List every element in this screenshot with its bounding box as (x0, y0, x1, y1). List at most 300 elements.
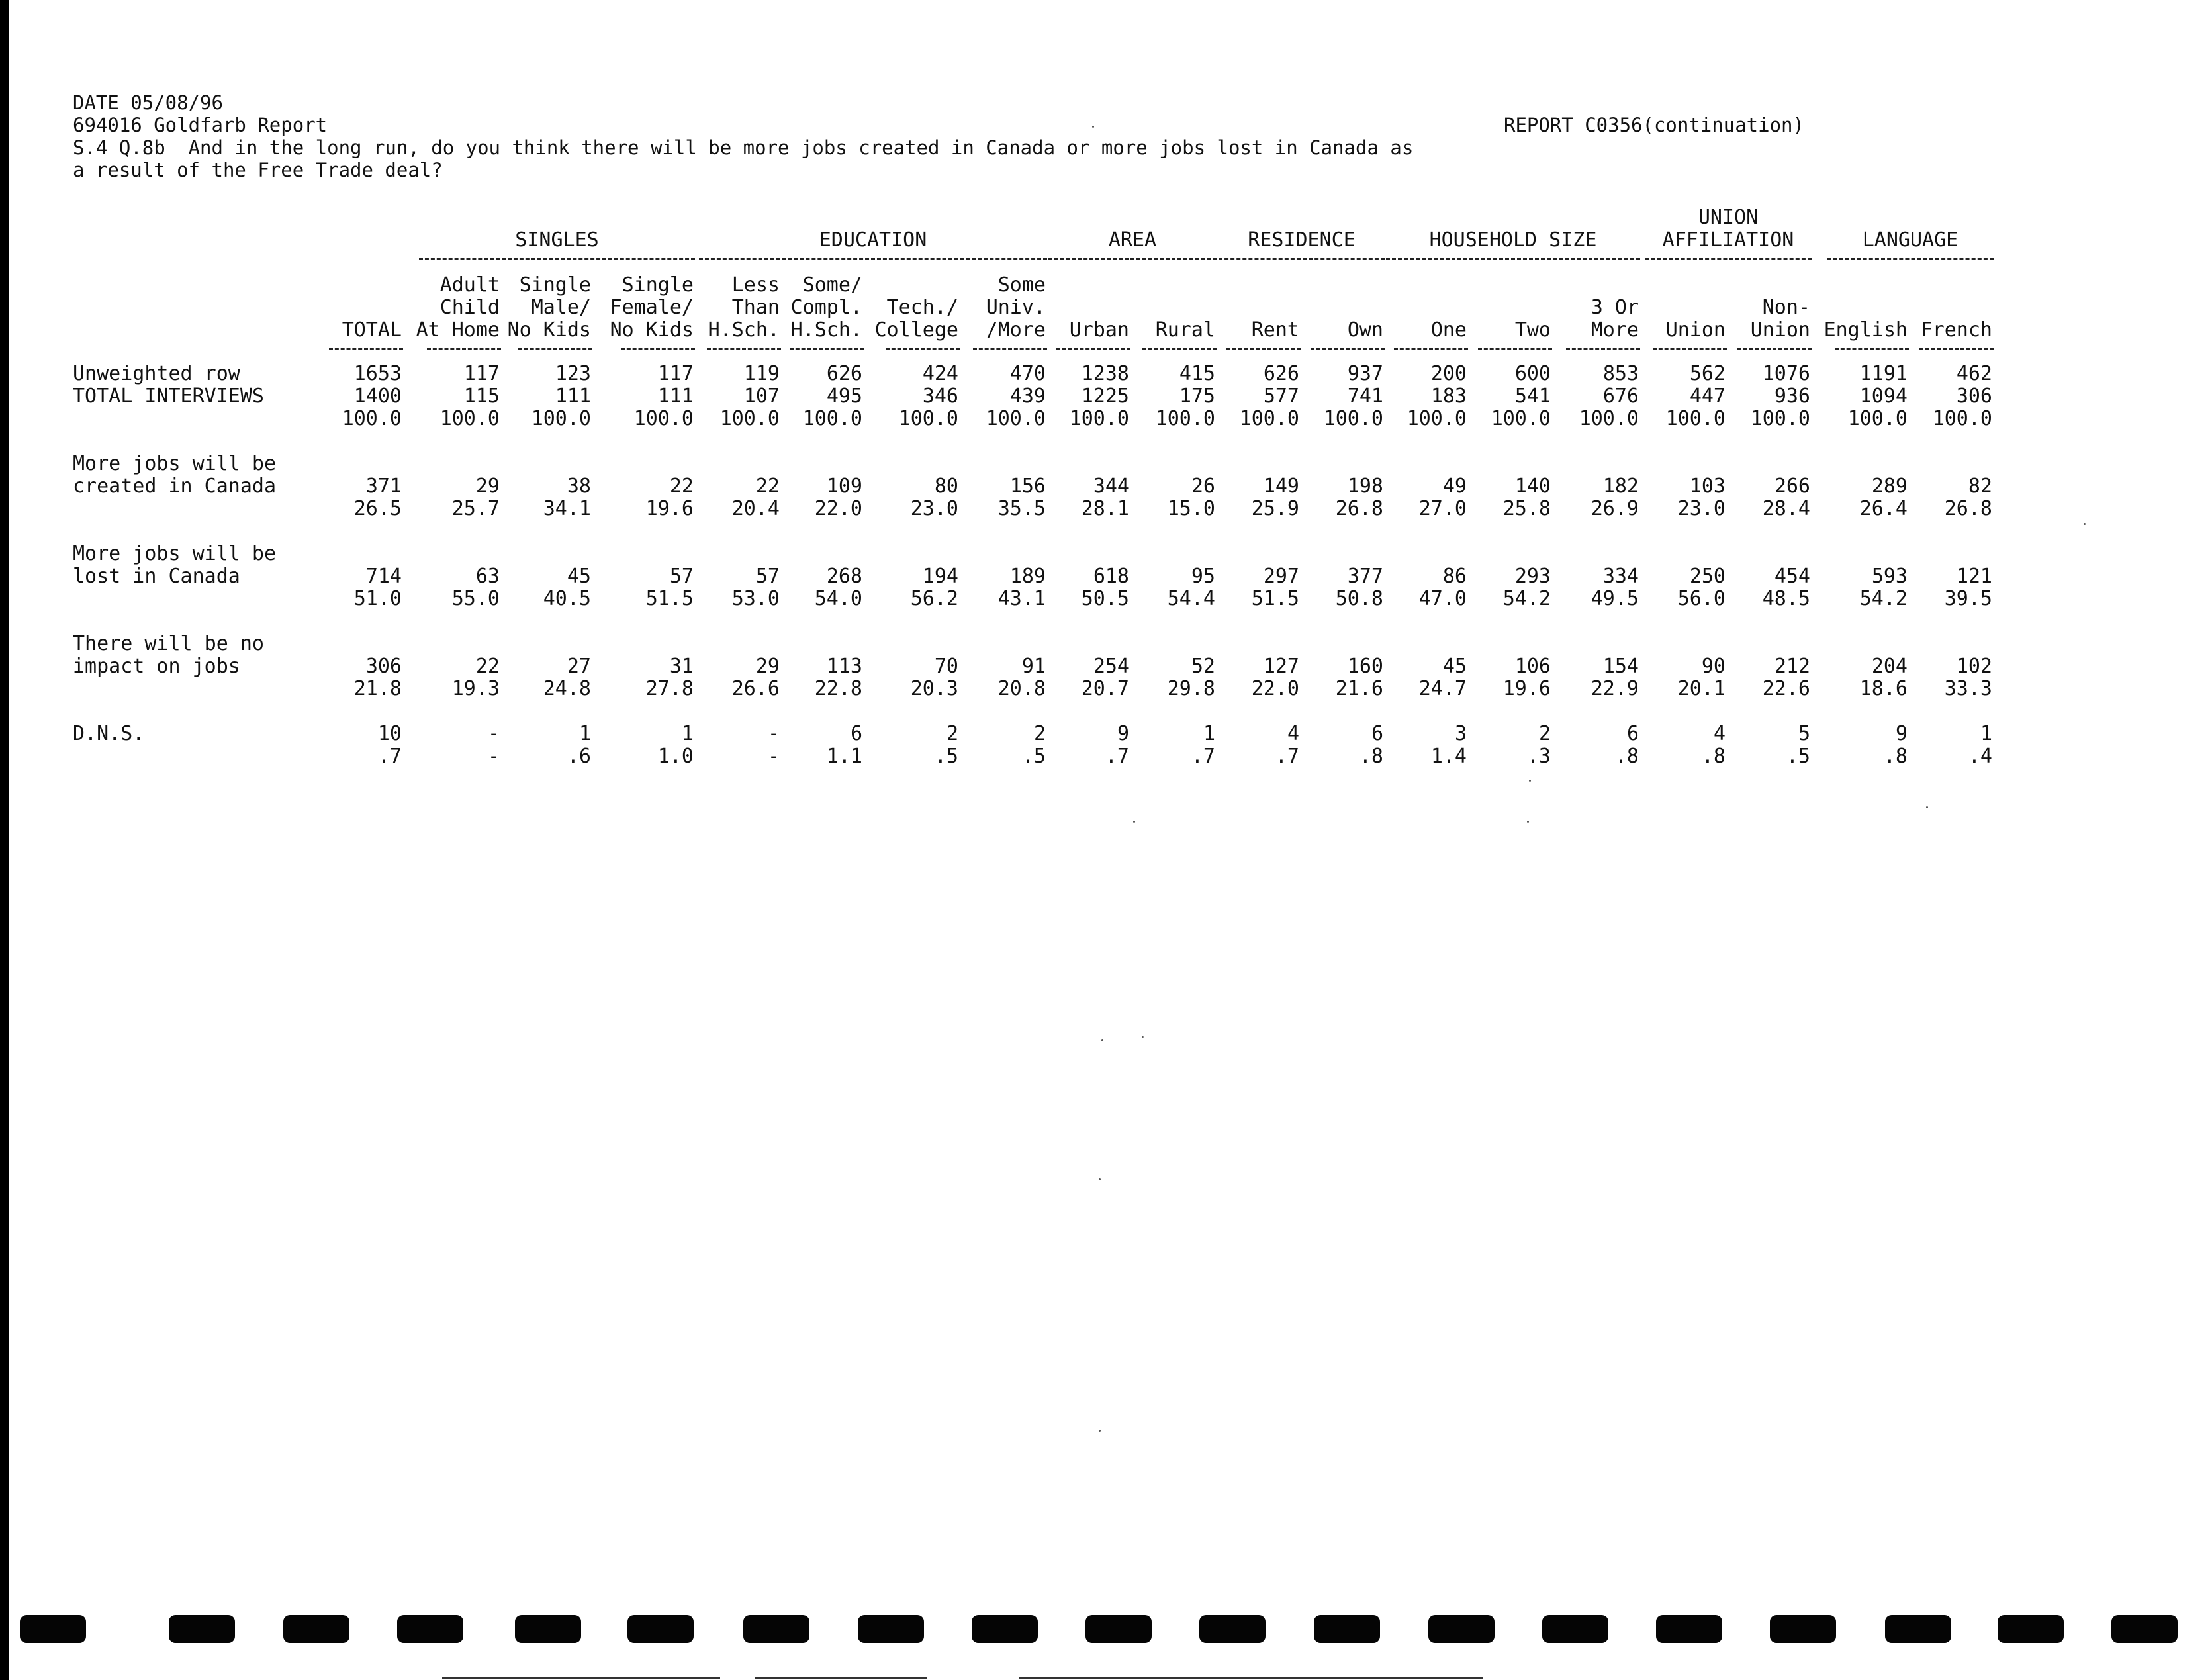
column-header: Child (439, 296, 500, 319)
table-cell: - (767, 722, 780, 745)
table-cell: 194 (922, 565, 958, 588)
table-cell: 462 (1956, 362, 1992, 385)
table-cell: .7 (1105, 745, 1129, 768)
table-cell: 45 (567, 565, 591, 588)
scan-speck (2084, 523, 2086, 525)
table-cell: 95 (1191, 565, 1215, 588)
table-cell: 100.0 (1239, 407, 1299, 430)
table-cell: 20.7 (1081, 677, 1129, 700)
table-cell: 306 (365, 655, 402, 678)
column-header: Tech./ (886, 296, 958, 319)
table-cell: 626 (826, 362, 862, 385)
table-cell: 371 (365, 475, 402, 498)
column-header-rule (1056, 348, 1130, 350)
column-header-rule (1478, 348, 1552, 350)
row-label: More jobs will be (73, 542, 277, 565)
table-cell: 54.2 (1859, 587, 1908, 610)
table-cell: 306 (1956, 385, 1992, 408)
table-cell: 29 (475, 475, 500, 498)
table-cell: 541 (1514, 385, 1551, 408)
table-cell: 22.9 (1590, 677, 1639, 700)
table-cell: 19.3 (451, 677, 500, 700)
table-cell: 100.0 (802, 407, 862, 430)
table-cell: .8 (1614, 745, 1639, 768)
row-label: lost in Canada (73, 565, 240, 588)
table-cell: .3 (1526, 745, 1551, 768)
column-header-rule (1394, 348, 1468, 350)
table-cell: 54.0 (814, 587, 862, 610)
scan-edge-line (755, 1677, 927, 1679)
column-header: No Kids (610, 318, 694, 342)
column-header-rule (518, 348, 592, 350)
table-cell: .5 (1021, 745, 1046, 768)
table-cell: 200 (1430, 362, 1467, 385)
column-header-rule (1919, 348, 1994, 350)
table-cell: 38 (567, 475, 591, 498)
table-cell: 1 (578, 722, 591, 745)
scan-sprocket-hole (1314, 1615, 1380, 1643)
table-cell: 70 (934, 655, 958, 678)
table-cell: 25.7 (451, 497, 500, 520)
table-cell: 82 (1968, 475, 1992, 498)
group-header: EDUCATION (819, 228, 927, 252)
table-cell: 100.0 (1155, 407, 1215, 430)
table-cell: 100.0 (1323, 407, 1383, 430)
question-text-line2: a result of the Free Trade deal? (73, 159, 443, 181)
table-cell: 20.3 (910, 677, 958, 700)
table-cell: 100.0 (439, 407, 500, 430)
group-header: RESIDENCE (1248, 228, 1356, 252)
table-cell: 22 (475, 655, 500, 678)
column-header-rule (1835, 348, 1909, 350)
column-header: One (1430, 318, 1467, 342)
table-cell: 56.2 (910, 587, 958, 610)
column-header-rule (329, 348, 403, 350)
column-header: /More (986, 318, 1046, 342)
table-cell: 56.0 (1677, 587, 1726, 610)
column-header: Univ. (986, 296, 1046, 319)
table-cell: 1.0 (657, 745, 694, 768)
table-cell: 20.1 (1677, 677, 1726, 700)
column-header-rule (707, 348, 781, 350)
table-cell: 198 (1347, 475, 1383, 498)
table-cell: 100.0 (633, 407, 694, 430)
table-cell: 26.9 (1590, 497, 1639, 520)
column-header: Union (1665, 318, 1726, 342)
table-cell: 80 (934, 475, 958, 498)
table-cell: 100.0 (1069, 407, 1129, 430)
row-label: created in Canada (73, 475, 277, 498)
table-cell: 24.7 (1418, 677, 1467, 700)
question-text-line1: S.4 Q.8b And in the long run, do you think there will be more jobs created in Canada or more jobs lost in Canada as (73, 136, 1414, 159)
table-cell: 28.4 (1762, 497, 1810, 520)
table-cell: 1191 (1859, 362, 1908, 385)
table-cell: 25.9 (1251, 497, 1299, 520)
table-cell: 100.0 (1665, 407, 1726, 430)
table-cell: 853 (1602, 362, 1639, 385)
table-cell: 1.4 (1430, 745, 1467, 768)
table-cell: 593 (1871, 565, 1908, 588)
table-cell: 100.0 (531, 407, 591, 430)
table-cell: 23.0 (910, 497, 958, 520)
scan-sprocket-hole (1656, 1615, 1722, 1643)
group-header: SINGLES (515, 228, 599, 252)
table-cell: 127 (1263, 655, 1299, 678)
table-cell: 22.0 (814, 497, 862, 520)
table-cell: .8 (1883, 745, 1908, 768)
table-cell: 154 (1602, 655, 1639, 678)
group-header: HOUSEHOLD SIZE (1429, 228, 1597, 252)
group-header-rule (1048, 258, 1217, 260)
table-cell: 254 (1093, 655, 1129, 678)
table-cell: 54.4 (1167, 587, 1215, 610)
table-cell: 182 (1602, 475, 1639, 498)
table-cell: 714 (365, 565, 402, 588)
table-cell: 2 (1033, 722, 1046, 745)
row-label: More jobs will be (73, 452, 277, 475)
column-header: Less (731, 273, 780, 297)
table-cell: 741 (1347, 385, 1383, 408)
table-cell: 160 (1347, 655, 1383, 678)
table-cell: 51.5 (645, 587, 694, 610)
table-cell: .7 (377, 745, 402, 768)
table-cell: 100.0 (1932, 407, 1992, 430)
table-cell: 23.0 (1677, 497, 1726, 520)
column-header-rule (1566, 348, 1640, 350)
scan-sprocket-hole (1542, 1615, 1608, 1643)
column-header: French (1920, 318, 1992, 342)
table-cell: 50.8 (1335, 587, 1383, 610)
column-header: English (1823, 318, 1908, 342)
table-cell: 49.5 (1590, 587, 1639, 610)
table-cell: 47.0 (1418, 587, 1467, 610)
table-cell: 100.0 (1750, 407, 1810, 430)
scan-sprocket-hole (397, 1615, 463, 1643)
table-cell: 1076 (1762, 362, 1810, 385)
column-header: Rural (1155, 318, 1215, 342)
table-cell: 26.6 (731, 677, 780, 700)
table-cell: 618 (1093, 565, 1129, 588)
table-cell: 6 (850, 722, 862, 745)
table-cell: 175 (1179, 385, 1215, 408)
table-cell: 123 (555, 362, 591, 385)
scan-sprocket-hole (2111, 1615, 2178, 1643)
table-cell: 268 (826, 565, 862, 588)
column-header: More (1590, 318, 1639, 342)
table-cell: 24.8 (543, 677, 591, 700)
table-cell: 149 (1263, 475, 1299, 498)
table-cell: 50.5 (1081, 587, 1129, 610)
table-cell: 189 (1009, 565, 1046, 588)
table-cell: 1.1 (826, 745, 862, 768)
table-cell: 4 (1287, 722, 1299, 745)
table-cell: 100.0 (1847, 407, 1908, 430)
table-cell: 26.4 (1859, 497, 1908, 520)
table-cell: 57 (755, 565, 780, 588)
table-cell: 4 (1713, 722, 1726, 745)
scan-edge-line (442, 1677, 720, 1679)
scan-speck (1101, 1039, 1103, 1041)
scan-sprocket-hole (1085, 1615, 1152, 1643)
table-cell: 2 (946, 722, 958, 745)
table-cell: 377 (1347, 565, 1383, 588)
table-cell: 600 (1514, 362, 1551, 385)
table-cell: 22.8 (814, 677, 862, 700)
table-cell: .4 (1968, 745, 1992, 768)
table-cell: 26 (1191, 475, 1215, 498)
column-header: Female/ (610, 296, 694, 319)
scan-speck (1926, 806, 1928, 808)
table-cell: 31 (669, 655, 694, 678)
table-cell: 100.0 (1406, 407, 1467, 430)
row-label: D.N.S. (73, 722, 145, 745)
table-cell: 100.0 (986, 407, 1046, 430)
scan-speck (1529, 780, 1531, 782)
table-cell: .7 (1191, 745, 1215, 768)
column-header-rule (1737, 348, 1812, 350)
group-header-rule (1827, 258, 1994, 260)
column-header-rule (1226, 348, 1301, 350)
table-cell: 20.8 (997, 677, 1046, 700)
scan-sprocket-hole (858, 1615, 924, 1643)
table-cell: 21.6 (1335, 677, 1383, 700)
table-cell: 111 (555, 385, 591, 408)
table-cell: 43.1 (997, 587, 1046, 610)
table-cell: .8 (1359, 745, 1383, 768)
table-cell: 1400 (353, 385, 402, 408)
column-header: 3 Or (1590, 296, 1639, 319)
table-cell: 3 (1454, 722, 1467, 745)
group-header-rule (1386, 258, 1640, 260)
column-header: College (874, 318, 958, 342)
scan-sprocket-hole (743, 1615, 809, 1643)
scan-left-border (0, 0, 9, 1680)
table-cell: 86 (1442, 565, 1467, 588)
column-header: At Home (416, 318, 500, 342)
table-cell: 39.5 (1944, 587, 1992, 610)
table-cell: 19.6 (1502, 677, 1551, 700)
table-cell: 297 (1263, 565, 1299, 588)
column-header-rule (1142, 348, 1217, 350)
table-cell: 100.0 (1491, 407, 1551, 430)
table-cell: 34.1 (543, 497, 591, 520)
group-header-rule (419, 258, 695, 260)
group-header: AFFILIATION (1662, 228, 1794, 252)
table-cell: 51.5 (1251, 587, 1299, 610)
table-cell: 9 (1895, 722, 1908, 745)
table-cell: 52 (1191, 655, 1215, 678)
scan-speck (1092, 126, 1094, 128)
table-cell: 26.8 (1335, 497, 1383, 520)
column-header: Union (1750, 318, 1810, 342)
table-cell: 5 (1798, 722, 1810, 745)
scan-speck (1527, 821, 1529, 823)
row-label: There will be no (73, 632, 264, 655)
table-cell: .6 (567, 745, 591, 768)
column-header-rule (790, 348, 864, 350)
table-cell: 21.8 (353, 677, 402, 700)
scan-speck (1099, 1430, 1101, 1432)
table-cell: 156 (1009, 475, 1046, 498)
table-cell: 1238 (1081, 362, 1129, 385)
column-header: Two (1514, 318, 1551, 342)
column-header: No Kids (507, 318, 591, 342)
column-header: Adult (439, 273, 500, 297)
table-cell: 937 (1347, 362, 1383, 385)
table-cell: 1 (1203, 722, 1215, 745)
table-cell: 90 (1701, 655, 1726, 678)
table-cell: 27.0 (1418, 497, 1467, 520)
column-header-rule (1653, 348, 1727, 350)
group-header-rule (699, 258, 1047, 260)
scan-sprocket-hole (1998, 1615, 2064, 1643)
scan-sprocket-hole (283, 1615, 349, 1643)
scan-speck (1099, 1178, 1101, 1180)
group-header: UNION (1698, 206, 1759, 229)
table-cell: 100.0 (1579, 407, 1639, 430)
table-cell: 51.0 (353, 587, 402, 610)
table-cell: 103 (1689, 475, 1726, 498)
group-header: AREA (1108, 228, 1157, 252)
column-header: Rent (1251, 318, 1299, 342)
group-header: LANGUAGE (1862, 228, 1959, 252)
table-cell: 289 (1871, 475, 1908, 498)
table-cell: - (487, 745, 500, 768)
table-cell: 121 (1956, 565, 1992, 588)
table-cell: 577 (1263, 385, 1299, 408)
table-cell: 1653 (353, 362, 402, 385)
table-cell: 25.8 (1502, 497, 1551, 520)
table-cell: 119 (743, 362, 780, 385)
scan-sprocket-hole (627, 1615, 694, 1643)
column-header-rule (1311, 348, 1385, 350)
scan-edge-line (1019, 1677, 1483, 1679)
table-cell: 1 (1980, 722, 1992, 745)
table-cell: 212 (1774, 655, 1810, 678)
table-cell: 9 (1117, 722, 1129, 745)
table-cell: 26.8 (1944, 497, 1992, 520)
table-cell: 424 (922, 362, 958, 385)
scan-sprocket-hole (1770, 1615, 1836, 1643)
table-cell: 562 (1689, 362, 1726, 385)
column-header: Single (519, 273, 591, 297)
table-cell: 115 (463, 385, 500, 408)
column-header-rule (973, 348, 1047, 350)
table-cell: 100.0 (719, 407, 780, 430)
scan-sprocket-hole (20, 1615, 86, 1643)
table-cell: 20.4 (731, 497, 780, 520)
column-header: Compl. (790, 296, 862, 319)
column-header: Urban (1069, 318, 1129, 342)
column-header: Own (1347, 318, 1383, 342)
table-cell: .7 (1275, 745, 1299, 768)
row-label: impact on jobs (73, 655, 240, 678)
table-cell: 6 (1371, 722, 1383, 745)
table-cell: 18.6 (1859, 677, 1908, 700)
column-header: Male/ (531, 296, 591, 319)
table-cell: - (767, 745, 780, 768)
table-cell: 495 (826, 385, 862, 408)
column-header-rule (427, 348, 501, 350)
column-header-rule (886, 348, 960, 350)
table-cell: 27.8 (645, 677, 694, 700)
report-date: DATE 05/08/96 (73, 91, 223, 114)
table-cell: 936 (1774, 385, 1810, 408)
table-cell: 48.5 (1762, 587, 1810, 610)
table-cell: 19.6 (645, 497, 694, 520)
table-cell: 29.8 (1167, 677, 1215, 700)
table-cell: 106 (1514, 655, 1551, 678)
table-cell: 15.0 (1167, 497, 1215, 520)
group-header-rule (1219, 258, 1385, 260)
table-cell: 676 (1602, 385, 1639, 408)
row-label: TOTAL INTERVIEWS (73, 385, 264, 408)
table-cell: .8 (1701, 745, 1726, 768)
table-cell: 447 (1689, 385, 1726, 408)
table-cell: .5 (934, 745, 958, 768)
column-header: H.Sch. (708, 318, 780, 342)
table-cell: 54.2 (1502, 587, 1551, 610)
column-header: H.Sch. (790, 318, 862, 342)
table-cell: 33.3 (1944, 677, 1992, 700)
table-cell: 28.1 (1081, 497, 1129, 520)
table-cell: 1094 (1859, 385, 1908, 408)
scan-sprocket-hole (972, 1615, 1038, 1643)
table-cell: 415 (1179, 362, 1215, 385)
table-cell: 49 (1442, 475, 1467, 498)
table-cell: 204 (1871, 655, 1908, 678)
table-cell: 346 (922, 385, 958, 408)
table-cell: 91 (1021, 655, 1046, 678)
scan-sprocket-hole (515, 1615, 581, 1643)
table-cell: 22 (669, 475, 694, 498)
table-cell: 439 (1009, 385, 1046, 408)
table-cell: 344 (1093, 475, 1129, 498)
table-cell: 117 (463, 362, 500, 385)
table-cell: 109 (826, 475, 862, 498)
table-cell: 35.5 (997, 497, 1046, 520)
table-cell: 266 (1774, 475, 1810, 498)
row-label: Unweighted row (73, 362, 240, 385)
table-cell: 57 (669, 565, 694, 588)
column-header: Some/ (802, 273, 862, 297)
table-cell: .5 (1786, 745, 1810, 768)
table-cell: 22 (755, 475, 780, 498)
scan-sprocket-hole (1885, 1615, 1951, 1643)
table-cell: 26.5 (353, 497, 402, 520)
column-header: Some (997, 273, 1046, 297)
table-cell: 55.0 (451, 587, 500, 610)
table-cell: 470 (1009, 362, 1046, 385)
table-cell: 53.0 (731, 587, 780, 610)
table-cell: - (487, 722, 500, 745)
column-header: Single (622, 273, 694, 297)
table-cell: 334 (1602, 565, 1639, 588)
column-header: TOTAL (342, 318, 402, 342)
table-cell: 250 (1689, 565, 1726, 588)
table-cell: 107 (743, 385, 780, 408)
table-cell: 40.5 (543, 587, 591, 610)
table-cell: 6 (1626, 722, 1639, 745)
table-cell: 29 (755, 655, 780, 678)
column-header: Than (731, 296, 780, 319)
table-cell: 27 (567, 655, 591, 678)
group-header-rule (1645, 258, 1812, 260)
table-cell: 45 (1442, 655, 1467, 678)
table-cell: 183 (1430, 385, 1467, 408)
column-header-rule (621, 348, 695, 350)
report-name: 694016 Goldfarb Report (73, 114, 328, 136)
